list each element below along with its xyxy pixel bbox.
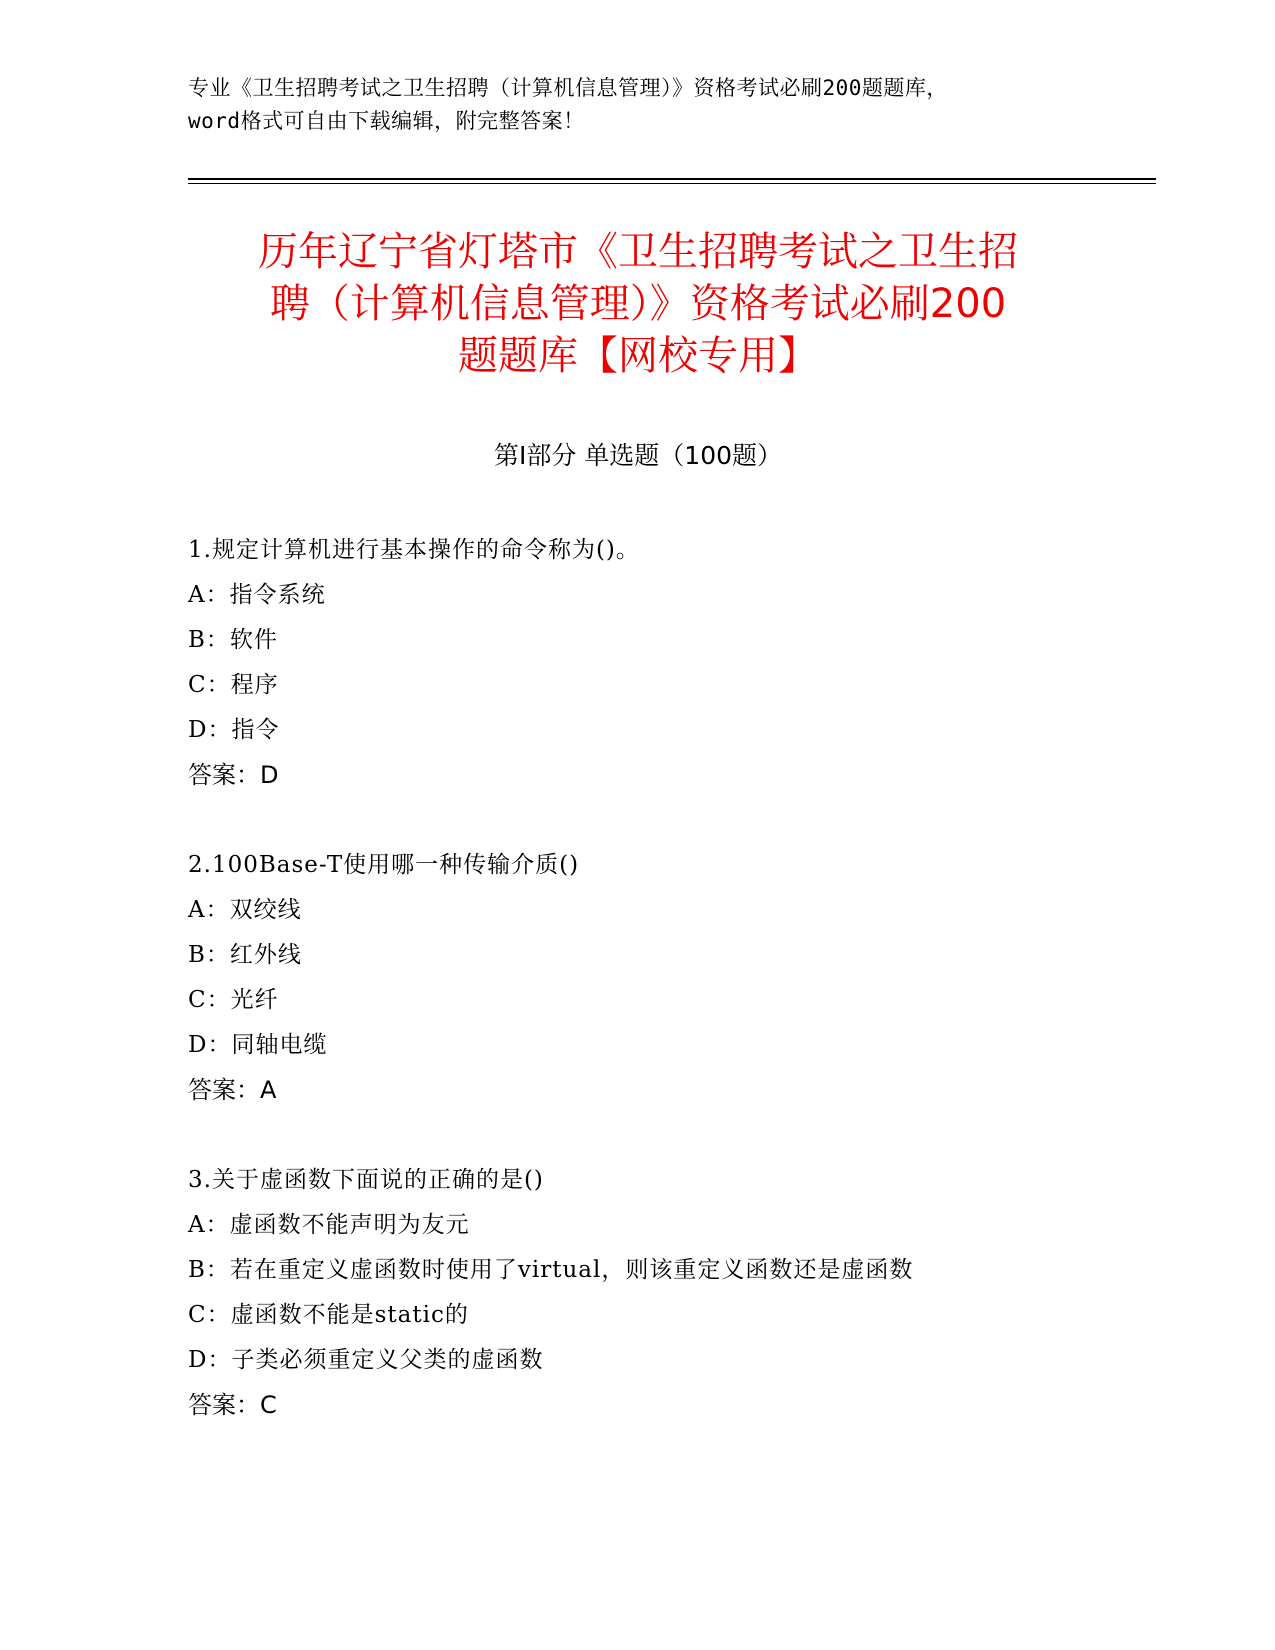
header-divider-thin (188, 183, 1156, 184)
option-c: C：程序 (188, 672, 279, 698)
question-3 (188, 1158, 1156, 1428)
option-b: B：若在重定义虚函数时使用了virtual，则该重定义函数还是虚函数 (188, 1257, 914, 1283)
header-note (188, 72, 1088, 138)
option-c: C：虚函数不能是static的 (188, 1302, 469, 1328)
title-line-3: 题题库【网校专用】 (458, 333, 818, 379)
option-b: B：软件 (188, 627, 278, 653)
title-line-1: 历年辽宁省灯塔市《卫生招聘考试之卫生招 (258, 229, 1018, 275)
header-note-line-2: word格式可自由下载编辑，附完整答案！ (188, 109, 585, 133)
title-line-2: 聘（计算机信息管理）》资格考试必刷200 (269, 281, 1007, 327)
answer: 答案：A (188, 1076, 277, 1104)
answer: 答案：C (188, 1391, 277, 1419)
section-heading: 第I部分 单选题（100题） (493, 441, 783, 470)
question-list (188, 528, 1156, 1473)
header-divider-thick (188, 178, 1156, 180)
option-d: D：同轴电缆 (188, 1032, 328, 1058)
question-1 (188, 528, 1156, 798)
answer: 答案：D (188, 761, 279, 789)
option-a: A：虚函数不能声明为友元 (188, 1212, 470, 1238)
option-a: A：指令系统 (188, 582, 326, 608)
question-stem: 2.100Base-T使用哪一种传输介质() (188, 852, 580, 878)
document-title (188, 226, 1088, 382)
question-stem: 3.关于虚函数下面说的正确的是() (188, 1167, 544, 1193)
option-a: A：双绞线 (188, 897, 302, 923)
question-2 (188, 843, 1156, 1113)
option-c: C：光纤 (188, 987, 279, 1013)
question-stem: 1.规定计算机进行基本操作的命令称为()。 (188, 537, 640, 563)
option-b: B：红外线 (188, 942, 302, 968)
option-d: D：子类必须重定义父类的虚函数 (188, 1347, 544, 1373)
header-note-line-1: 专业《卫生招聘考试之卫生招聘（计算机信息管理）》资格考试必刷200题题库， (188, 76, 948, 100)
option-d: D：指令 (188, 717, 280, 743)
